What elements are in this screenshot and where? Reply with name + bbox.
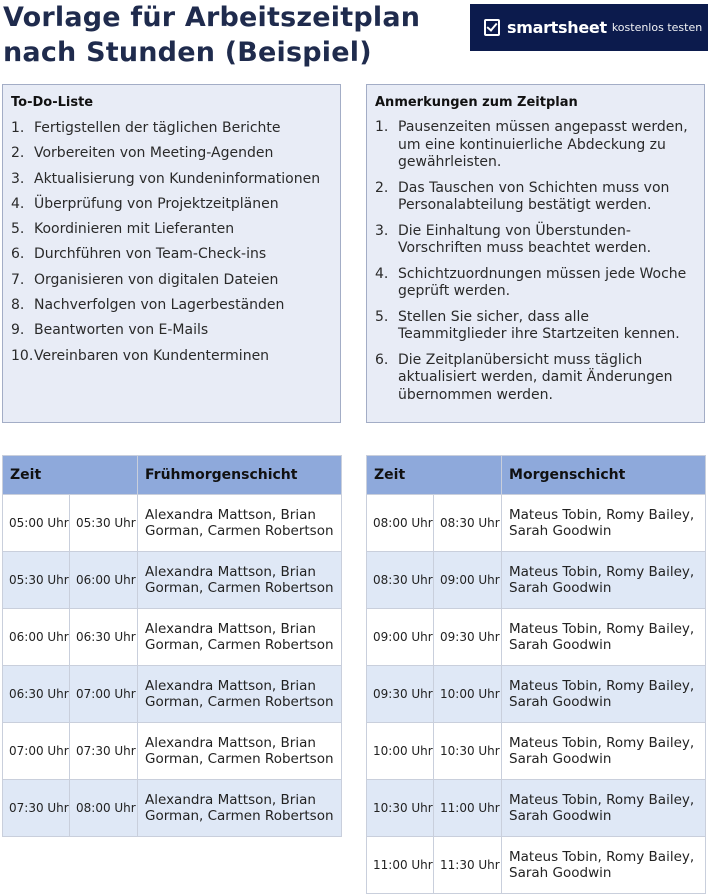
list-item-text: Stellen Sie sicher, dass alle Teammitglieder ihre Startzeiten kennen.: [398, 308, 680, 342]
staff-cell: Mateus Tobin, Romy Bailey, Sarah Goodwin: [502, 666, 706, 723]
list-item-number: 3.: [375, 222, 389, 239]
start-time-cell: 09:00 Uhr: [367, 609, 434, 666]
list-item: [11, 296, 334, 321]
start-time-cell: 07:00 Uhr: [3, 723, 70, 780]
list-item: [375, 309, 698, 344]
list-item-text: Organisieren von digitalen Dateien: [34, 271, 279, 288]
smartsheet-trial-banner[interactable]: [470, 4, 708, 51]
list-item-number: 1.: [375, 119, 389, 135]
table-row: [367, 609, 706, 666]
staff-cell: Mateus Tobin, Romy Bailey, Sarah Goodwin: [502, 552, 706, 609]
list-item-number: 2.: [11, 145, 25, 162]
table-row: [3, 609, 342, 666]
list-item-number: 1.: [11, 120, 25, 136]
list-item: [11, 347, 334, 372]
list-item-text: Vereinbaren von Kundenterminen: [34, 347, 270, 364]
list-item: [11, 170, 334, 195]
list-item-number: 9.: [11, 322, 25, 339]
list-item-number: 4.: [375, 265, 389, 282]
todo-list: [11, 119, 334, 372]
list-item-number: 7.: [11, 271, 25, 288]
start-time-cell: 06:00 Uhr: [3, 609, 70, 666]
start-time-cell: 06:30 Uhr: [3, 666, 70, 723]
list-item-number: 10.: [11, 347, 34, 364]
end-time-cell: 06:00 Uhr: [70, 552, 138, 609]
list-item-text: Überprüfung von Projektzeitplänen: [34, 195, 279, 212]
table-row: [3, 552, 342, 609]
notes-panel: [366, 84, 705, 423]
staff-cell: Alexandra Mattson, Brian Gorman, Carmen Robertson: [138, 609, 342, 666]
list-item: [375, 266, 698, 301]
table-row: [367, 723, 706, 780]
list-item-number: 4.: [11, 195, 25, 212]
list-item: [11, 245, 334, 270]
end-time-cell: 08:00 Uhr: [70, 780, 138, 837]
staff-cell: Mateus Tobin, Romy Bailey, Sarah Goodwin: [502, 495, 706, 552]
start-time-cell: 10:30 Uhr: [367, 780, 434, 837]
end-time-cell: 10:30 Uhr: [434, 723, 502, 780]
todo-panel: [2, 84, 341, 423]
start-time-cell: 05:30 Uhr: [3, 552, 70, 609]
smartsheet-logo-icon: [484, 19, 500, 36]
list-item-number: 5.: [11, 221, 25, 238]
table-row: [367, 495, 706, 552]
start-time-cell: 10:00 Uhr: [367, 723, 434, 780]
list-item: [375, 180, 698, 215]
brand-name: smartsheet: [507, 18, 607, 37]
list-item: [11, 195, 334, 220]
start-time-cell: 09:30 Uhr: [367, 666, 434, 723]
list-item-text: Schichtzuordnungen müssen jede Woche geprüft werden.: [398, 265, 687, 299]
start-time-cell: 05:00 Uhr: [3, 495, 70, 552]
table-row: [367, 552, 706, 609]
end-time-cell: 10:00 Uhr: [434, 666, 502, 723]
list-item: [11, 119, 334, 144]
notes-heading: Anmerkungen zum Zeitplan: [375, 95, 578, 110]
list-item-text: Die Zeitplanübersicht muss täglich aktualisiert werden, damit Änderungen übernommen werden.: [398, 351, 673, 403]
list-item-number: 2.: [375, 179, 389, 196]
list-item: [11, 220, 334, 245]
start-time-cell: 08:00 Uhr: [367, 495, 434, 552]
end-time-cell: 09:00 Uhr: [434, 552, 502, 609]
staff-cell: Alexandra Mattson, Brian Gorman, Carmen Robertson: [138, 552, 342, 609]
end-time-cell: 06:30 Uhr: [70, 609, 138, 666]
list-item: [11, 144, 334, 169]
notes-list: [375, 119, 698, 412]
list-item: [11, 271, 334, 296]
shift-column-header: Frühmorgenschicht: [138, 456, 342, 495]
table-row: [3, 666, 342, 723]
time-column-header: Zeit: [367, 456, 502, 495]
table-row: [3, 723, 342, 780]
list-item-text: Beantworten von E-Mails: [34, 322, 209, 339]
list-item-text: Koordinieren mit Lieferanten: [34, 221, 235, 238]
start-time-cell: 07:30 Uhr: [3, 780, 70, 837]
list-item-number: 3.: [11, 170, 25, 187]
list-item: [375, 352, 698, 405]
list-item: [11, 321, 334, 346]
start-time-cell: 11:00 Uhr: [367, 837, 434, 894]
list-item: [375, 119, 698, 172]
list-item: [375, 223, 698, 258]
list-item-number: 8.: [11, 297, 25, 314]
list-item-number: 6.: [375, 351, 389, 368]
staff-cell: Alexandra Mattson, Brian Gorman, Carmen Robertson: [138, 666, 342, 723]
morning-shift-table: [366, 455, 706, 894]
table-row: [3, 495, 342, 552]
staff-cell: Mateus Tobin, Romy Bailey, Sarah Goodwin: [502, 723, 706, 780]
shift-column-header: Morgenschicht: [502, 456, 706, 495]
table-row: [367, 666, 706, 723]
start-time-cell: 08:30 Uhr: [367, 552, 434, 609]
staff-cell: Alexandra Mattson, Brian Gorman, Carmen Robertson: [138, 495, 342, 552]
staff-cell: Mateus Tobin, Romy Bailey, Sarah Goodwin: [502, 780, 706, 837]
staff-cell: Alexandra Mattson, Brian Gorman, Carmen Robertson: [138, 723, 342, 780]
list-item-text: Pausenzeiten müssen angepasst werden, um eine kontinuierliche Abdeckung zu gewährleisten.: [398, 119, 688, 170]
end-time-cell: 09:30 Uhr: [434, 609, 502, 666]
list-item-text: Fertigstellen der täglichen Berichte: [34, 120, 281, 136]
end-time-cell: 07:00 Uhr: [70, 666, 138, 723]
end-time-cell: 05:30 Uhr: [70, 495, 138, 552]
list-item-text: Nachverfolgen von Lagerbeständen: [34, 297, 285, 314]
list-item-text: Die Einhaltung von Überstunden-Vorschriften muss beachtet werden.: [398, 222, 652, 256]
end-time-cell: 11:30 Uhr: [434, 837, 502, 894]
list-item-number: 5.: [375, 308, 389, 325]
time-column-header: Zeit: [3, 456, 138, 495]
list-item-text: Durchführen von Team-Check-ins: [34, 246, 267, 263]
todo-heading: To-Do-Liste: [11, 95, 94, 110]
staff-cell: Alexandra Mattson, Brian Gorman, Carmen Robertson: [138, 780, 342, 837]
early-shift-table: [2, 455, 342, 837]
brand-cta: kostenlos testen: [611, 21, 703, 34]
end-time-cell: 11:00 Uhr: [434, 780, 502, 837]
list-item-text: Aktualisierung von Kundeninformationen: [34, 170, 321, 187]
page-title: Vorlage für Arbeitszeitplan nach Stunden (Beispiel): [3, 2, 421, 68]
staff-cell: Mateus Tobin, Romy Bailey, Sarah Goodwin: [502, 837, 706, 894]
list-item-text: Vorbereiten von Meeting-Agenden: [34, 145, 274, 162]
end-time-cell: 07:30 Uhr: [70, 723, 138, 780]
list-item-number: 6.: [11, 246, 25, 263]
table-row: [3, 780, 342, 837]
end-time-cell: 08:30 Uhr: [434, 495, 502, 552]
table-row: [367, 780, 706, 837]
list-item-text: Das Tauschen von Schichten muss von Personalabteilung bestätigt werden.: [398, 179, 670, 213]
table-row: [367, 837, 706, 894]
staff-cell: Mateus Tobin, Romy Bailey, Sarah Goodwin: [502, 609, 706, 666]
